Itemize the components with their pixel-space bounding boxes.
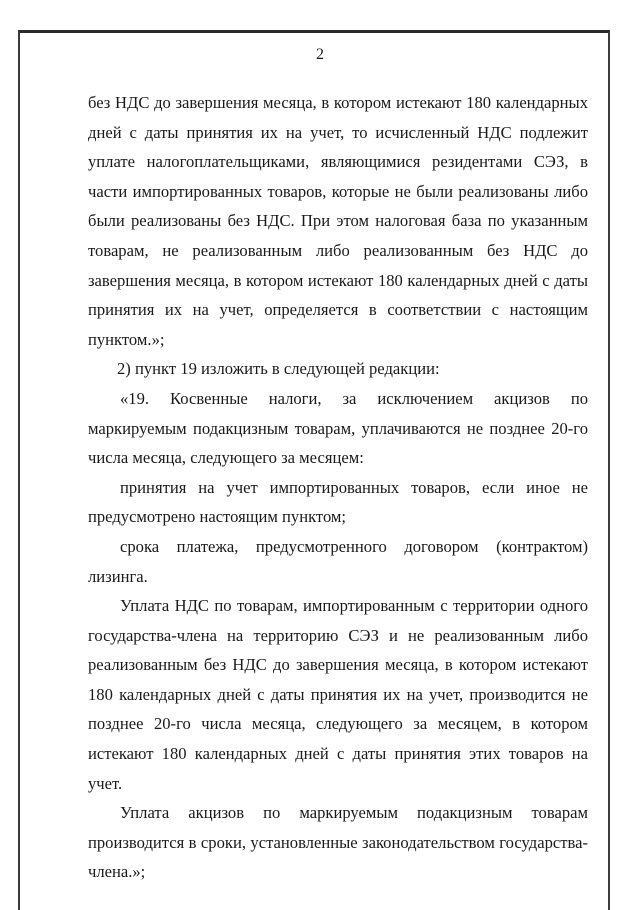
paragraph-vat-payment: Уплата НДС по товарам, импортированным с территории одного государства-члена на территорию СЭЗ и не реализованным либо реализованным без НДС до завершения месяца, в котором истекают 180 календарных дней с даты принятия их на учет, производится не позднее 20-го числа месяца, следующего за месяцем, в котором истекают 180 календарных дней с даты принятия этих товаров на учет. <box>88 596 588 793</box>
paragraph-excise-payment: Уплата акцизов по маркируемым подакцизным товарам производится в сроки, установленные законодательством государства-члена.»; <box>88 803 588 882</box>
document-body <box>88 88 588 887</box>
paragraph-continuation: без НДС до завершения месяца, в котором истекают 180 календарных дней с даты принятия их на учет, то исчисленный НДС подлежит уплате налогоплательщиками, являющимися резидентами СЭЗ, в части импортированных товаров, которые не были реализованы либо были реализованы без НДС. При этом налоговая база по указанным товарам, не реализованным либо реализованным без НДС до завершения месяца, в котором истекают 180 календарных дней с даты принятия их на учет, определяется в соответствии с настоящим пунктом.»; <box>88 93 588 349</box>
paragraph-item-2: 2) пункт 19 изложить в следующей редакции: <box>117 359 440 379</box>
paragraph-leasing-payment: срока платежа, предусмотренного договором (контрактом) лизинга. <box>88 536 588 586</box>
paragraph-import-registration: принятия на учет импортированных товаров, если иное не предусмотрено настоящим пунктом; <box>88 477 588 527</box>
paragraph-point-19: «19. Косвенные налоги, за исключением акцизов по маркируемым подакцизным товарам, уплачиваются не позднее 20-го числа месяца, следующего за месяцем: <box>88 388 588 468</box>
page-number: 2 <box>316 46 324 63</box>
